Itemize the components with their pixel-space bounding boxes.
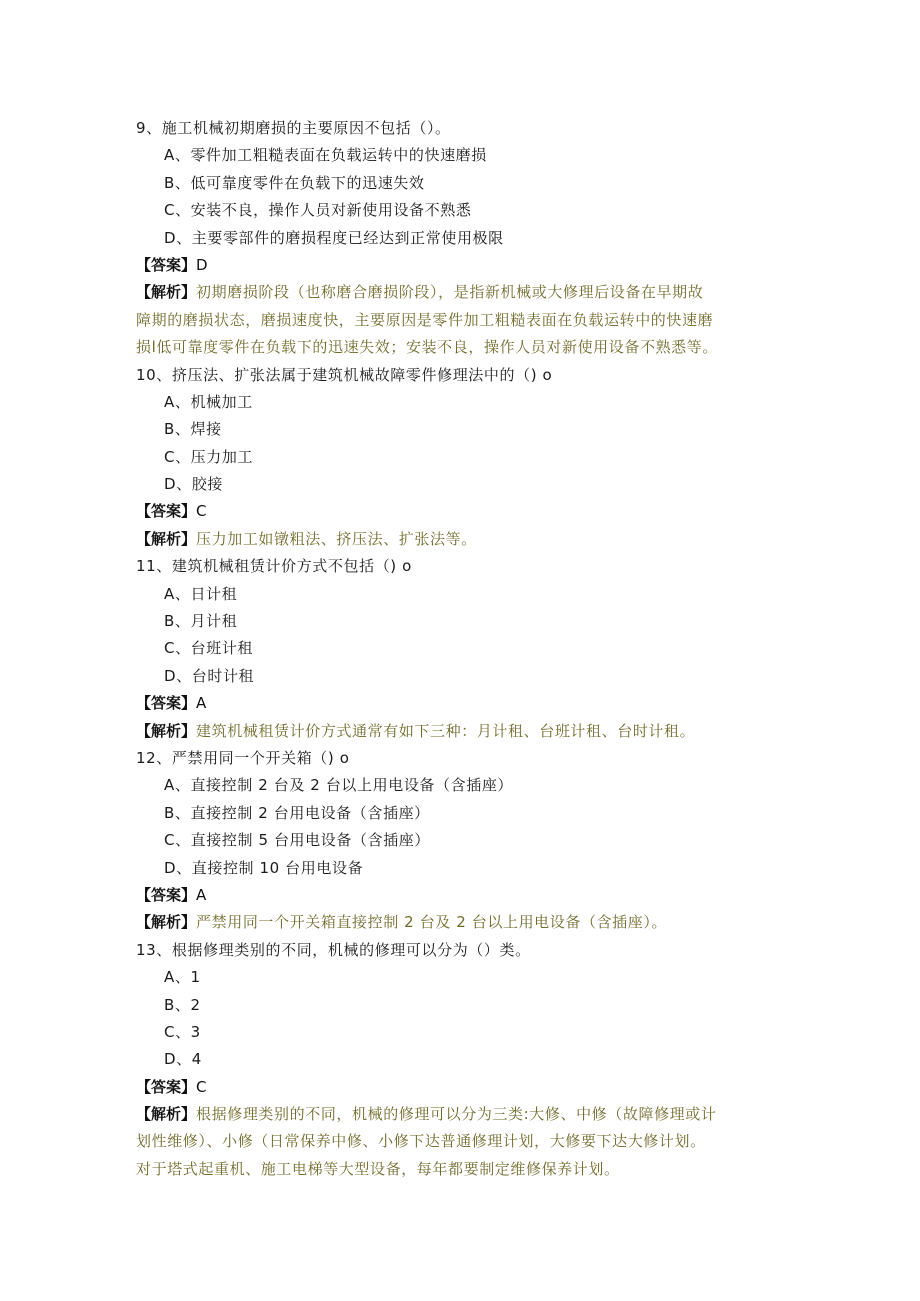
explanation-text: 损l低可靠度零件在负载下的迅速失效；安装不良，操作人员对新使用设备不熟悉等。 xyxy=(136,338,718,357)
answer-row xyxy=(136,1074,786,1101)
answer-label: 【答案】 xyxy=(136,694,197,713)
option-d: D、4 xyxy=(164,1050,202,1069)
explanation-text: 划性维修）、小修（日常保养中修、小修下达普通修理计划，大修要下达大修计划。 xyxy=(136,1132,706,1151)
explanation-row xyxy=(136,718,786,745)
option-d: D、主要零部件的磨损程度已经达到正常使用极限 xyxy=(164,228,504,247)
explanation-text: 初期磨损阶段（也称磨合磨损阶段），是指新机械或大修理后设备在早期故 xyxy=(196,283,704,302)
explanation-label: 【解析】 xyxy=(136,1105,197,1124)
answer-row xyxy=(136,690,786,717)
question-stem: 13、根据修理类别的不同，机械的修理可以分为（）类。 xyxy=(136,940,531,959)
option-d: D、胶接 xyxy=(164,475,223,494)
option-c: C、直接控制 5 台用电设备（含插座） xyxy=(164,831,430,850)
explanation-text: 障期的磨损状态，磨损速度快，主要原因是零件加工粗糙表面在负载运转中的快速磨 xyxy=(136,310,714,329)
answer-label: 【答案】 xyxy=(136,255,197,274)
answer-row xyxy=(136,252,786,279)
explanation-text: 严禁用同一个开关箱直接控制 2 台及 2 台以上用电设备（含插座）。 xyxy=(196,913,668,932)
answer-value: C xyxy=(196,502,208,521)
question-stem: 12、严禁用同一个开关箱（) o xyxy=(136,748,350,767)
option-d: D、直接控制 10 台用电设备 xyxy=(164,858,364,877)
option-c: C、台班计租 xyxy=(164,639,254,658)
answer-row xyxy=(136,498,786,525)
answer-value: A xyxy=(196,694,207,713)
explanation-text: 对于塔式起重机、施工电梯等大型设备，每年都要制定维修保养计划。 xyxy=(136,1159,620,1178)
answer-label: 【答案】 xyxy=(136,885,197,904)
answer-value: D xyxy=(196,255,209,274)
explanation-row xyxy=(136,1101,786,1128)
answer-value: A xyxy=(196,885,207,904)
explanation-label: 【解析】 xyxy=(136,529,197,548)
explanation-row xyxy=(136,909,786,936)
answer-value: C xyxy=(196,1077,208,1096)
option-a: A、直接控制 2 台及 2 台以上用电设备（含插座） xyxy=(164,776,514,795)
explanation-label: 【解析】 xyxy=(136,283,197,302)
option-b: B、2 xyxy=(164,995,201,1014)
option-a: A、日计租 xyxy=(164,584,238,603)
explanation-text: 建筑机械租赁计价方式通常有如下三种：月计租、台班计租、台时计租。 xyxy=(196,721,696,740)
question-stem: 11、建筑机械租赁计价方式不包括（) o xyxy=(136,557,412,576)
option-b: B、月计租 xyxy=(164,612,238,631)
explanation-label: 【解析】 xyxy=(136,721,197,740)
option-c: C、压力加工 xyxy=(164,447,254,466)
answer-label: 【答案】 xyxy=(136,1077,197,1096)
option-b: B、直接控制 2 台用电设备（含插座） xyxy=(164,803,430,822)
option-c: C、3 xyxy=(164,1022,201,1041)
answer-row xyxy=(136,882,786,909)
question-stem: 9、施工机械初期磨损的主要原因不包括（）。 xyxy=(136,119,451,137)
explanation-label: 【解析】 xyxy=(136,913,197,932)
option-a: A、机械加工 xyxy=(164,392,253,411)
answer-label: 【答案】 xyxy=(136,502,197,521)
option-a: A、零件加工粗糙表面在负载运转中的快速磨损 xyxy=(164,146,487,165)
option-a: A、1 xyxy=(164,968,201,987)
option-b: B、低可靠度零件在负载下的迅速失效 xyxy=(164,173,425,192)
explanation-text: 压力加工如镦粗法、挤压法、扩张法等。 xyxy=(196,529,477,548)
explanation-row xyxy=(136,279,786,306)
option-d: D、台时计租 xyxy=(164,666,255,685)
question-stem: 10、挤压法、扩张法属于建筑机械故障零件修理法中的（) o xyxy=(136,365,553,384)
explanation-text: 根据修理类别的不同，机械的修理可以分为三类:大修、中修（故障修理或计 xyxy=(196,1105,717,1124)
question-list xyxy=(136,115,786,1183)
option-c: C、安装不良，操作人员对新使用设备不熟悉 xyxy=(164,201,472,220)
option-b: B、焊接 xyxy=(164,420,222,439)
explanation-row xyxy=(136,526,786,553)
